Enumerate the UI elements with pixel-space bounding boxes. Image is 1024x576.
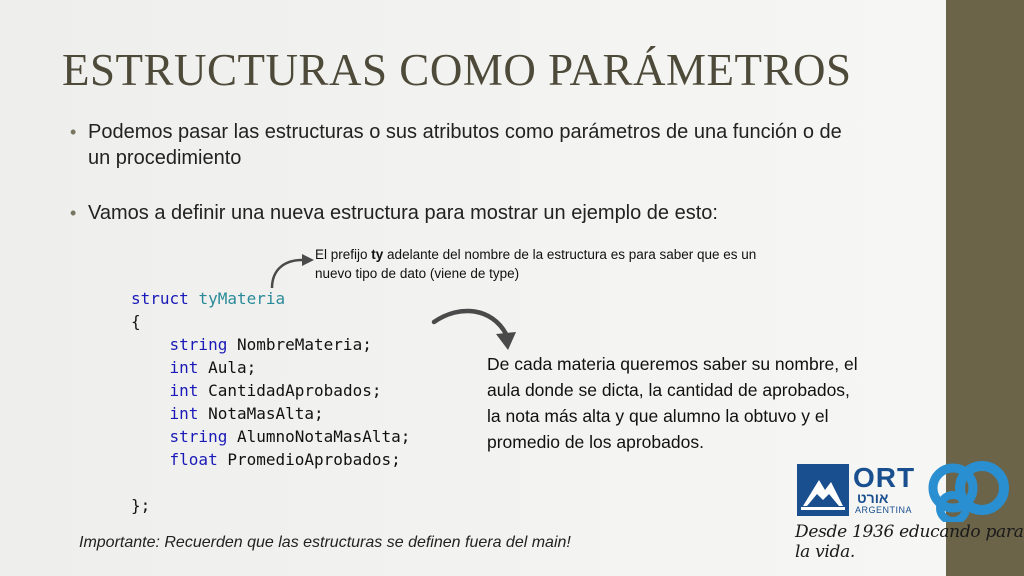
code-struct-name: tyMateria (198, 289, 286, 308)
bullet-1-line-2: un procedimiento (88, 147, 242, 169)
code-type: string (169, 427, 228, 446)
code-type: int (169, 381, 199, 400)
curved-arrow-icon (262, 250, 320, 292)
code-field: PromedioAprobados; (227, 450, 401, 469)
bullet-dot-icon: • (70, 203, 77, 223)
code-field: NotaMasAlta; (208, 404, 324, 423)
code-type: float (169, 450, 218, 469)
code-type: int (169, 358, 199, 377)
code-close-brace: }; (131, 496, 151, 515)
ort-country: ARGENTINA (855, 505, 913, 515)
code-field: NombreMateria; (236, 335, 372, 354)
code-field: CantidadAprobados; (208, 381, 382, 400)
prefix-note: El prefijo ty adelante del nombre de la estructura es para saber que es un nuevo tipo de dato (viene de type) (315, 247, 757, 281)
code-type: string (169, 335, 228, 354)
bullet-dot-icon: • (70, 122, 77, 142)
ort-brand: ORT (853, 462, 916, 493)
code-field: Aula; (208, 358, 257, 377)
code-keyword: struct (131, 289, 189, 308)
curved-arrow-icon (430, 304, 520, 354)
code-type: int (169, 404, 199, 423)
slide-title: ESTRUCTURAS COMO PARÁMETROS (62, 45, 852, 95)
important-note: Importante: Recuerden que las estructuras se definen fuera del main! (79, 534, 571, 551)
structure-description: De cada materia queremos saber su nombre, el aula donde se dicta, la cantidad de aprobados, la nota más alta y que alumno la obtuvo y el promedio de los aprobados. (487, 354, 858, 452)
code-block (131, 287, 410, 517)
code-field: AlumnoNotaMasAlta; (236, 427, 411, 446)
bullet-2-text: Vamos a definir una nueva estructura para mostrar un ejemplo de esto: (88, 202, 718, 224)
code-open-brace: { (131, 312, 141, 331)
bullet-1-line-1: Podemos pasar las estructuras o sus atributos como parámetros de una función o de (88, 121, 842, 143)
logo-tagline: Desde 1936 educando para la vida. (795, 522, 1024, 562)
ort-hebrew: אורט (857, 490, 889, 506)
